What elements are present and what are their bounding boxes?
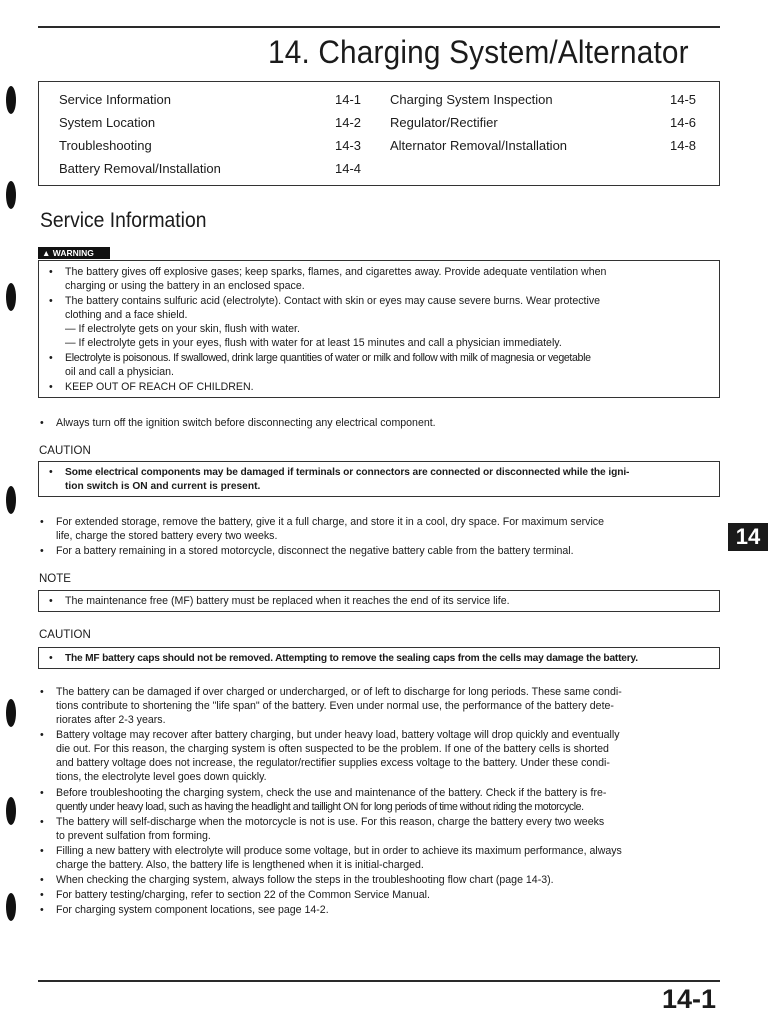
bullet: • xyxy=(49,595,53,607)
top-rule xyxy=(38,26,720,28)
binder-hole xyxy=(6,181,16,209)
caution-label: CAUTION xyxy=(39,629,91,641)
toc-page: 14-3 xyxy=(335,138,362,153)
warning-line: Electrolyte is poisonous. If swallowed, drink large quantities of water or milk and follow with milk of magnesia or vegetable xyxy=(65,352,591,364)
binder-hole xyxy=(6,486,16,514)
bullet: • xyxy=(40,889,44,901)
caution-box xyxy=(38,461,720,497)
toc-label[interactable]: Troubleshooting xyxy=(59,138,152,153)
toc-label[interactable]: Service Information xyxy=(59,92,171,107)
section-heading: Service Information xyxy=(40,209,207,232)
bullet: • xyxy=(49,295,53,307)
bullet: • xyxy=(40,686,44,698)
body-line: The battery will self-discharge when the motorcycle is not is use. For this reason, charge the battery every two weeks xyxy=(56,816,605,828)
bullet: • xyxy=(40,845,44,857)
warning-line: — If electrolyte gets on your skin, flush with water. xyxy=(65,323,300,335)
binder-hole xyxy=(6,797,16,825)
toc-page: 14-6 xyxy=(670,115,697,130)
chapter-title: 14. Charging System/Alternator xyxy=(268,34,689,70)
toc-label[interactable]: Battery Removal/Installation xyxy=(59,161,221,176)
toc-label[interactable]: Charging System Inspection xyxy=(390,92,553,107)
toc-page: 14-4 xyxy=(335,161,362,176)
warning-line: KEEP OUT OF REACH OF CHILDREN. xyxy=(65,381,254,393)
binder-hole xyxy=(6,283,16,311)
bullet: • xyxy=(49,352,53,364)
storage-line: life, charge the stored battery every two weeks. xyxy=(56,530,278,542)
warning-box xyxy=(38,260,720,398)
bullet: • xyxy=(40,874,44,886)
warning-line: — If electrolyte gets in your eyes, flush with water for at least 15 minutes and call a physician immediately. xyxy=(65,337,562,349)
body-line: Filling a new battery with electrolyte will produce some voltage, but in order to achieve its maximum performance, always xyxy=(56,845,622,857)
binder-hole xyxy=(6,86,16,114)
warning-line: charging or using the battery in an enclosed space. xyxy=(65,280,305,292)
page-number: 14-1 xyxy=(662,984,717,1014)
caution-line: The MF battery caps should not be removed. Attempting to remove the sealing caps from the cells may damage the battery. xyxy=(65,653,638,664)
warning-line: The battery contains sulfuric acid (electrolyte). Contact with skin or eyes may cause severe burns. Wear protective xyxy=(65,295,601,307)
toc-label[interactable]: Alternator Removal/Installation xyxy=(390,138,568,153)
caution-box xyxy=(38,647,720,669)
note-box xyxy=(38,590,720,612)
toc-page: 14-8 xyxy=(670,138,697,153)
bullet: • xyxy=(40,904,44,916)
binder-hole xyxy=(6,699,16,727)
warning-line: oil and call a physician. xyxy=(65,366,174,378)
warning-line: The battery gives off explosive gases; keep sparks, flames, and cigarettes away. Provide adequate ventilation when xyxy=(65,266,607,278)
note-text: The maintenance free (MF) battery must be replaced when it reaches the end of its service life. xyxy=(65,595,510,607)
bullet: • xyxy=(40,417,44,429)
toc-box xyxy=(38,81,720,186)
body-line: riorates after 2-3 years. xyxy=(56,714,166,726)
toc-page: 14-1 xyxy=(335,92,362,107)
bullet: • xyxy=(49,466,53,478)
toc-page: 14-2 xyxy=(335,115,362,130)
caution-line: Some electrical components may be damaged if terminals or connectors are connected or disconnected while the igni- xyxy=(65,467,630,478)
bullet: • xyxy=(49,652,53,664)
body-line: tions contribute to shortening the "life span" of the battery. Even under normal use, the performance of the battery dete- xyxy=(56,700,614,712)
toc-page: 14-5 xyxy=(670,92,697,107)
body-line: charge the battery. Also, the battery life is lengthened when it is initial-charged. xyxy=(56,859,424,871)
bullet: • xyxy=(40,816,44,828)
bullet: • xyxy=(49,266,53,278)
warning-badge xyxy=(38,247,110,259)
storage-line: For extended storage, remove the battery, give it a full charge, and store it in a cool, dry space. For maximum service xyxy=(56,516,604,528)
body-line: Battery voltage may recover after battery charging, but under heavy load, battery voltage will drop quickly and eventually xyxy=(56,729,620,741)
body-line: to prevent sulfation from forming. xyxy=(56,830,211,842)
body-line: For battery testing/charging, refer to section 22 of the Common Service Manual. xyxy=(56,889,430,901)
toc-label[interactable]: Regulator/Rectifier xyxy=(390,115,498,130)
toc-label[interactable]: System Location xyxy=(59,115,156,130)
body-line: quently under heavy load, such as having the headlight and taillight ON for long periods of time without riding the motorcycle. xyxy=(56,801,584,813)
caution-line: tion switch is ON and current is present. xyxy=(65,481,261,492)
bottom-rule xyxy=(38,980,720,982)
chapter-side-tab: 14 xyxy=(728,523,768,551)
bullet: • xyxy=(40,729,44,741)
body-line: The battery can be damaged if over charged or undercharged, or of left to discharge for long periods. These same condi- xyxy=(56,686,622,698)
ignition-note: Always turn off the ignition switch before disconnecting any electrical component. xyxy=(56,417,436,429)
body-line: die out. For this reason, the charging system is often suspected to be the problem. If one of the battery cells is shorted xyxy=(56,743,609,755)
caution-label: CAUTION xyxy=(39,445,91,457)
warning-badge-label: WARNING xyxy=(52,248,94,258)
note-label: NOTE xyxy=(39,573,71,585)
body-line: Before troubleshooting the charging system, check the use and maintenance of the battery. Check if the battery is fre- xyxy=(56,787,607,799)
bullet: • xyxy=(40,787,44,799)
bullet: • xyxy=(49,381,53,393)
body-line: and battery voltage does not increase, the regulator/rectifier supplies excess voltage to the battery. Under these condi- xyxy=(56,757,610,769)
warning-triangle-icon: ▲ xyxy=(42,248,53,258)
body-line: tions, the electrolyte level goes down quickly. xyxy=(56,771,267,783)
bullet: • xyxy=(40,516,44,528)
body-line: When checking the charging system, always follow the steps in the troubleshooting flow chart (page 14-3). xyxy=(56,874,554,886)
body-line: For charging system component locations, see page 14-2. xyxy=(56,904,329,916)
binder-hole xyxy=(6,893,16,921)
warning-line: clothing and a face shield. xyxy=(65,309,188,321)
storage-line: For a battery remaining in a stored motorcycle, disconnect the negative battery cable from the battery terminal. xyxy=(56,545,574,557)
bullet: • xyxy=(40,545,44,557)
